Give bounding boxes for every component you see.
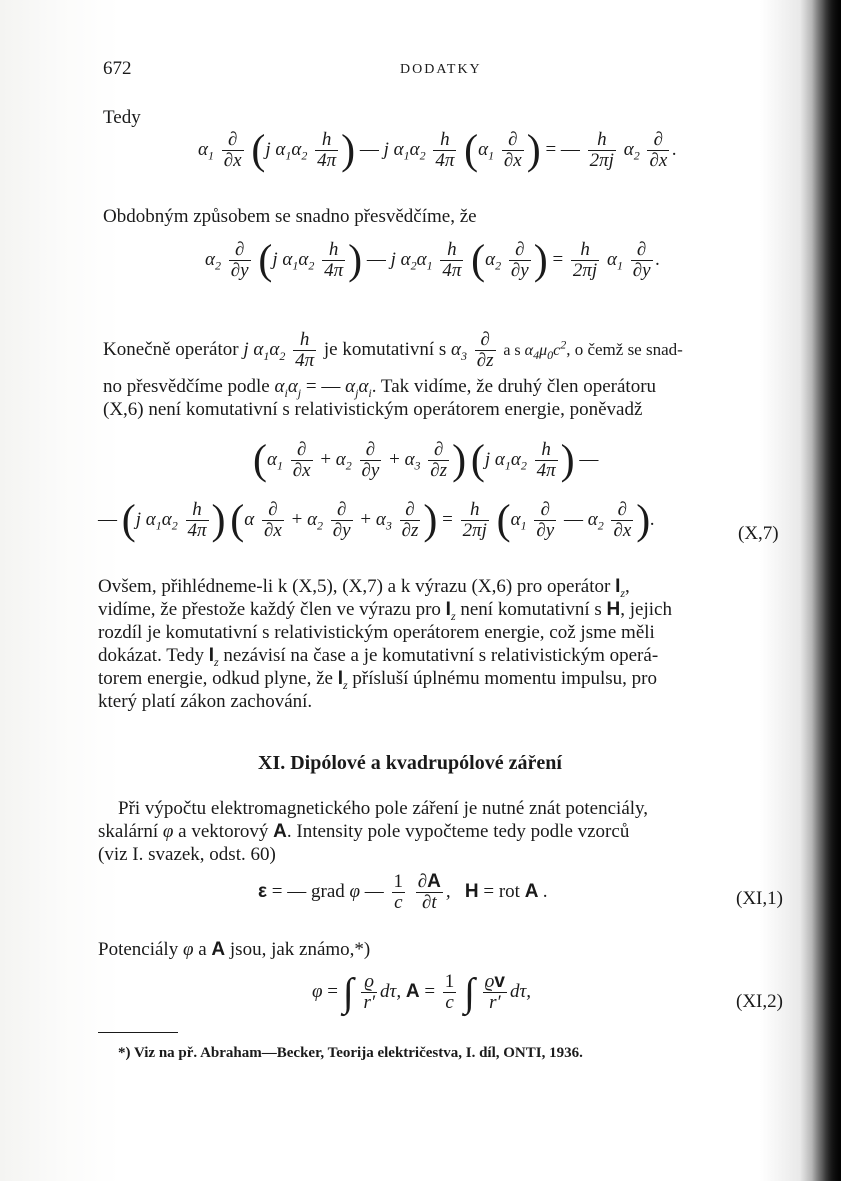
text-pri-l2-mid: a vektorový — [178, 821, 269, 842]
text-pri-l2-rest: . Intensity pole vypočteme tedy podle vzorců — [286, 821, 630, 842]
symbol-A: A — [273, 821, 287, 842]
footnote-marker: *) — [118, 1045, 131, 1061]
equation-xi2: φ = ∫ $\frac{ϱ}{r'}$ dτ, A = $\frac{1}{c}$ ∫ $\frac{ϱv}{r'}$ dτ, — [312, 969, 532, 1015]
text-line2-start: no přesvědčíme podle $\alpha_i\alpha_j$ = — $\alpha_j\alpha_i$ — [103, 376, 372, 400]
paragraph-obdobnym: Obdobným způsobem se snadno přesvědčíme, že — [103, 206, 477, 227]
symbol-Iz: I — [445, 599, 451, 620]
paragraph-pri-line3: (viz I. svazek, odst. 60) — [98, 844, 276, 865]
symbol-phi: φ — [162, 821, 174, 842]
section-heading: XI. Dipólové a kvadrupólové záření — [258, 752, 562, 774]
equation-2: $\alpha_2$ $\frac{\partial}{\partial y}$ (j $\alpha_1\alpha_2$ $\frac{h}{4\pi}$ ) — j $\alpha_2\alpha_1$ $\frac{h}{4\pi}$ ($\alpha_2$ $\frac{\partial}{\partial y}$ ) = $\frac{h}{2\pi j}$ $\alpha_1$ $\frac{\partial}{\partial y}$ . — [205, 237, 661, 284]
footnote-text: Viz na př. Abraham—Becker, Teorija električestva, I. díl, ONTI, 1936. — [133, 1045, 583, 1061]
text-pri-l2: skalární — [98, 821, 159, 842]
page-number: 672 — [103, 58, 132, 79]
text-ovsem-l5: torem energie, odkud plyne, že — [98, 668, 333, 689]
symbol-H: H — [606, 599, 621, 620]
paragraph-pri-line2 — [98, 820, 629, 844]
paragraph-ovsem-line6: který platí zákon zachování. — [98, 691, 313, 712]
text-ovsem-l1: Ovšem, přihlédneme-li k (X,5), (X,7) a k výrazu (X,6) pro operátor — [98, 576, 611, 597]
text-ovsem-l2: vidíme, že přestože každý člen ve výrazu pro — [98, 599, 441, 620]
paragraph-ovsem-line3: rozdíl je komutativní s relativistickým operátorem energie, což jsme měli — [98, 622, 655, 643]
equation-x7-line1: ($\alpha_1$ $\frac{\partial}{\partial x}$ + $\alpha_2$ $\frac{\partial}{\partial y}$ + $\alpha_3$ $\frac{\partial}{\partial z}$ ) (j $\alpha_1\alpha_2$ $\frac{h}{4\pi}$ ) — — [253, 437, 599, 484]
paragraph-potencialy — [98, 938, 370, 962]
footnote — [118, 1045, 583, 1062]
equation-1: $\alpha_1$ $\frac{\partial}{\partial x}$ (j $\alpha_1\alpha_2$ $\frac{h}{4\pi}$ ) — j $\alpha_1\alpha_2$ $\frac{h}{4\pi}$ ($\alpha_1$ $\frac{\partial}{\partial x}$ ) = — $\frac{h}{2\pi j}$ $\alpha_2$ $\frac{\partial}{\partial x}$ . — [198, 127, 678, 174]
text-ovsem-l4-rest: nezávisí na čase a je komutativní s relativistickým operá- — [223, 645, 659, 666]
page-edge-shadow — [812, 0, 841, 1181]
text-grad: grad — [311, 880, 345, 902]
equation-label-xi2: (XI,2) — [736, 991, 783, 1012]
equation-label-xi1: (XI,1) — [736, 888, 783, 909]
paragraph-konecne-line1: Konečně operátor j $\alpha_1\alpha_2$ $\frac{h}{4\pi}$ je komutativní s $\alpha_3$ $\frac{\partial}{\partial z}$ a s $\alpha_4\mu_0c^2$, o čemž se snad- — [103, 329, 683, 371]
text-potencialy-start: Potenciály — [98, 939, 179, 960]
symbol-Iz: I — [615, 576, 621, 597]
symbol-phi: φ — [182, 939, 194, 960]
equation-xi1: ε = — grad φ — $\frac{1}{c}$ $\frac{\partial A}{\partial t}$ , H = rot A . — [258, 871, 548, 913]
text-rot: rot — [498, 880, 520, 902]
text-ovsem-l4: dokázat. Tedy — [98, 645, 204, 666]
text-konecne-start: Konečně operátor — [103, 338, 239, 360]
text-a: a — [198, 939, 207, 960]
text-ovsem-l2-tail: není komutativní s — [460, 599, 602, 620]
symbol-epsilon: ε — [258, 880, 268, 902]
paragraph-pri-line1: Při výpočtu elektromagnetického pole záření je nutné znát potenciály, — [118, 798, 649, 819]
symbol-A: A — [211, 939, 226, 960]
paragraph-ovsem-line5: torem energie, odkud plyne, že $I_z$ přísluší úplnému momentu impulsu, pro — [98, 668, 657, 692]
paragraph-ovsem-line1: Ovšem, přihlédneme-li k (X,5), (X,7) a k výrazu (X,6) pro operátor $I_z$, — [98, 576, 630, 600]
paragraph-ovsem-line2: vidíme, že přestože každý člen ve výrazu pro $I_z$ není komutativní s H, jejich — [98, 599, 672, 623]
text-konecne-mid: je komutativní s — [323, 338, 447, 360]
text-konecne-end: , o čemž se snad- — [566, 339, 683, 359]
text-potencialy-rest: jsou, jak známo,*) — [229, 939, 371, 960]
equation-x7-line2: — (j $\alpha_1\alpha_2$ $\frac{h}{4\pi}$ ) (α $\frac{\partial}{\partial x}$ + $\alpha_2$ $\frac{\partial}{\partial y}$ + $\alpha_3$ $\frac{\partial}{\partial z}$ ) = $\frac{h}{2\pi j}$ ($\alpha_1$ $\frac{\partial}{\partial y}$ — $\alpha_2$ $\frac{\partial}{\partial x}$ ). — [98, 497, 656, 544]
text-ovsem-l2-end: , jejich — [620, 599, 672, 620]
text-line2-rest: . Tak vidíme, že druhý člen operátoru — [371, 376, 657, 397]
paragraph-ovsem-line4: dokázat. Tedy $I_z$ nezávisí na čase a je komutativní s relativistickým operá- — [98, 645, 659, 669]
footnote-rule — [98, 1032, 178, 1033]
paragraph-tedy: Tedy — [103, 107, 141, 128]
paragraph-konecne-line3: (X,6) není komutativní s relativistickým operátorem energie, poněvadž — [103, 399, 643, 420]
symbol-Iz: I — [208, 645, 214, 666]
text-ovsem-l5-rest: přísluší úplnému momentu impulsu, pro — [352, 668, 657, 689]
equation-label-x7: (X,7) — [738, 523, 779, 544]
running-title: DODATKY — [400, 62, 482, 77]
symbol-Iz: I — [337, 668, 343, 689]
